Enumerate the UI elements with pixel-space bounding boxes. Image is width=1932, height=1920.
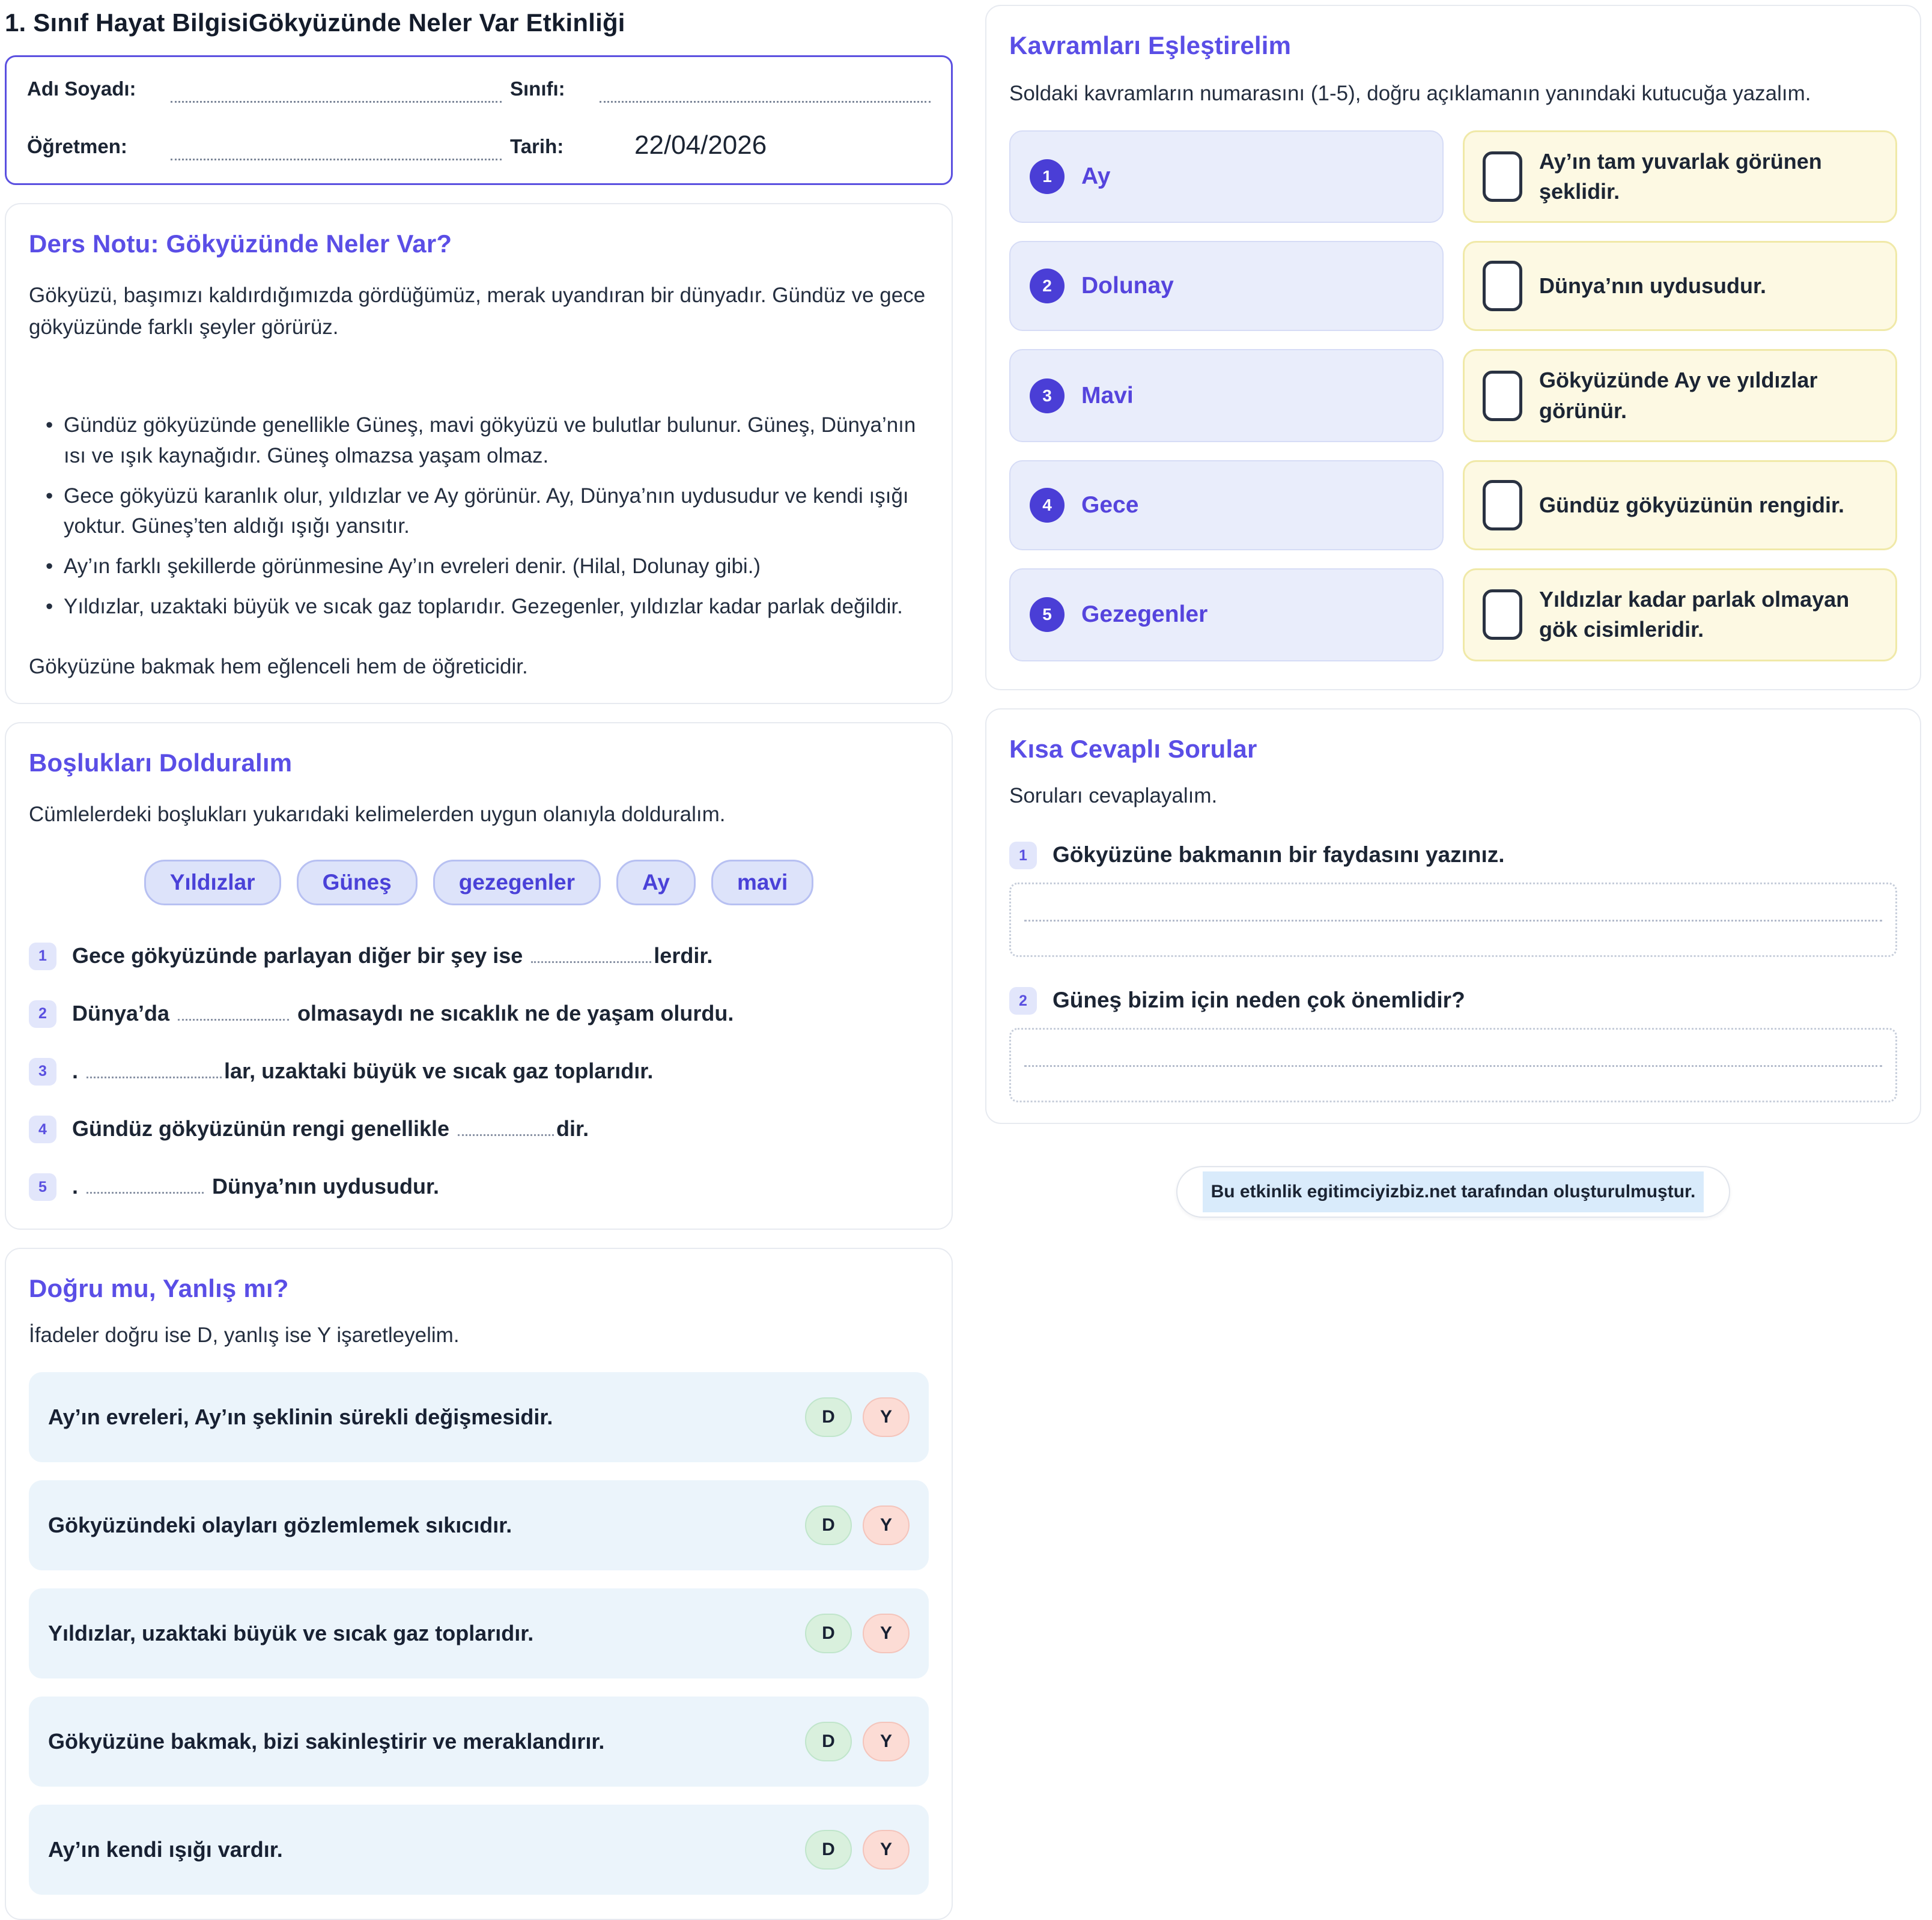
answer-buttons: [805, 1505, 910, 1545]
matching-row: [1009, 349, 1897, 442]
answer-box[interactable]: [1009, 1028, 1897, 1102]
left-column: [5, 5, 953, 1920]
description-text: Gökyüzünde Ay ve yıldızlar görünür.: [1539, 368, 1818, 423]
fill-blank-sentence: [72, 1113, 589, 1144]
sentence-post: Dünya’nın uydusudur.: [206, 1174, 440, 1199]
matching-heading: Kavramları Eşleştirelim: [1009, 31, 1292, 59]
statement-text: Gökyüzündeki olayları gözlemlemek sıkıcıdır.: [48, 1512, 512, 1537]
true-false-row: [29, 1588, 929, 1678]
name-label: Adı Soyadı:: [27, 77, 136, 100]
false-button[interactable]: Y: [863, 1830, 910, 1870]
item-number-badge: 3: [29, 1058, 56, 1086]
item-number-badge: 1: [29, 943, 56, 970]
sentence-pre: .: [72, 1058, 85, 1083]
false-button[interactable]: Y: [863, 1722, 910, 1761]
description-text: Gündüz gökyüzünün rengidir.: [1539, 492, 1844, 517]
class-write-line[interactable]: [600, 78, 931, 103]
sentence-pre: Gündüz gökyüzünün rengi genellikle: [72, 1116, 456, 1141]
term-label: Gezegenler: [1081, 601, 1208, 628]
short-answer-card: [985, 708, 1921, 1124]
question-text: Gökyüzüne bakmanın bir faydasını yazınız.: [1053, 842, 1505, 867]
matching-row: [1009, 130, 1897, 223]
statement-text: Ay’ın kendi ışığı vardır.: [48, 1836, 283, 1862]
fill-blank-sentence: [72, 1171, 439, 1202]
term-box: [1009, 130, 1444, 223]
answer-checkbox[interactable]: [1483, 480, 1522, 530]
question-number-badge: 2: [1009, 987, 1037, 1015]
date-label: Tarih:: [510, 135, 564, 157]
fill-blank-item: [29, 1113, 929, 1144]
teacher-label: Öğretmen:: [27, 135, 127, 157]
answer-buttons: [805, 1722, 910, 1761]
student-info-box: [5, 55, 953, 185]
description-box: [1463, 349, 1897, 442]
description-text: Dünya’nın uydusudur.: [1539, 273, 1767, 299]
fill-blank-item: [29, 1171, 929, 1202]
name-write-line[interactable]: [171, 78, 502, 103]
true-button[interactable]: D: [805, 1614, 852, 1653]
lesson-note-intro: Gökyüzü, başımızı kaldırdığımızda gördüğümüz, merak uyandıran bir dünyadır. Gündüz ve gece gökyüzünde farklı şeyler görürüz.: [29, 284, 926, 339]
answer-checkbox[interactable]: [1483, 151, 1522, 202]
answer-write-line: [1024, 920, 1882, 922]
matching-card: [985, 5, 1921, 690]
info-row-2: [27, 130, 931, 160]
lesson-note-bullet: • Yıldızlar, uzaktaki büyük ve sıcak gaz toplarıdır. Gezegenler, yıldızlar kadar parlak değildir.: [46, 592, 929, 622]
answer-checkbox[interactable]: [1483, 261, 1522, 311]
true-false-row: [29, 1372, 929, 1462]
true-button[interactable]: D: [805, 1830, 852, 1870]
footer-credit: [1176, 1166, 1731, 1218]
answer-write-line: [1024, 1065, 1882, 1067]
term-number: 3: [1030, 378, 1065, 413]
false-button[interactable]: Y: [863, 1505, 910, 1545]
lesson-note-bullet: • Gündüz gökyüzünde genellikle Güneş, mavi gökyüzü ve bulutlar bulunur. Güneş, Dünya’nın ısı ve ışık kaynağıdır. Güneş olmazsa yaşam olmaz.: [46, 410, 929, 472]
statement-text: Yıldızlar, uzaktaki büyük ve sıcak gaz toplarıdır.: [48, 1620, 534, 1645]
true-false-row: [29, 1697, 929, 1787]
statement-text: Gökyüzüne bakmak, bizi sakinleştirir ve meraklandırır.: [48, 1728, 605, 1754]
question-line: [1009, 839, 1897, 870]
blank-line[interactable]: [458, 1117, 554, 1136]
matching-row: [1009, 568, 1897, 661]
true-false-row: [29, 1480, 929, 1570]
answer-checkbox[interactable]: [1483, 589, 1522, 640]
fill-blank-item: [29, 998, 929, 1029]
description-box: [1463, 568, 1897, 661]
sentence-post: lar, uzaktaki büyük ve sıcak gaz toplarıdır.: [224, 1058, 654, 1083]
question-line: [1009, 985, 1897, 1016]
class-label: Sınıfı:: [510, 77, 565, 100]
answer-box[interactable]: [1009, 883, 1897, 957]
blank-line[interactable]: [87, 1059, 222, 1078]
fill-blanks-heading: Boşlukları Dolduralım: [29, 749, 293, 777]
page-title: 1. Sınıf Hayat BilgisiGökyüzünde Neler Var Etkinliği: [5, 8, 625, 37]
description-text: Ay’ın tam yuvarlak görünen şeklidir.: [1539, 148, 1822, 204]
term-box: [1009, 349, 1444, 442]
word-chip: Güneş: [297, 860, 418, 905]
footer: [985, 1166, 1921, 1218]
false-button[interactable]: Y: [863, 1614, 910, 1653]
matching-row: [1009, 241, 1897, 331]
right-column: [985, 5, 1921, 1218]
lesson-note-bullet: • Ay’ın farklı şekillerde görünmesine Ay’ın evreleri denir. (Hilal, Dolunay gibi.): [46, 551, 929, 582]
info-row-1: [27, 77, 931, 103]
answer-buttons: [805, 1614, 910, 1653]
term-box: [1009, 568, 1444, 661]
lesson-note-heading: Ders Notu: Gökyüzünde Neler Var?: [29, 229, 452, 258]
blank-line[interactable]: [531, 944, 651, 963]
term-label: Dolunay: [1081, 273, 1174, 299]
term-number: 2: [1030, 269, 1065, 303]
answer-checkbox[interactable]: [1483, 371, 1522, 421]
term-label: Ay: [1081, 163, 1111, 189]
fill-blank-item: [29, 1056, 929, 1087]
answer-buttons: [805, 1397, 910, 1437]
short-answer-heading: Kısa Cevaplı Sorular: [1009, 734, 1257, 763]
true-button[interactable]: D: [805, 1397, 852, 1437]
sentence-pre: Gece gökyüzünde parlayan diğer bir şey ise: [72, 943, 529, 968]
lesson-note-bullets: [29, 410, 929, 622]
word-chip: mavi: [711, 860, 813, 905]
blank-line[interactable]: [178, 1001, 289, 1021]
lesson-note-card: [5, 203, 953, 704]
term-box: [1009, 241, 1444, 331]
statement-text: Ay’ın evreleri, Ay’ın şeklinin sürekli değişmesidir.: [48, 1404, 553, 1429]
footer-credit-text: Bu etkinlik egitimciyizbiz.net tarafından oluşturulmuştur.: [1203, 1171, 1704, 1212]
item-number-badge: 2: [29, 1000, 56, 1028]
date-value: 22/04/2026: [634, 130, 767, 160]
fill-blanks-card: [5, 722, 953, 1230]
true-false-card: [5, 1248, 953, 1920]
question-text: Güneş bizim için neden çok önemlidir?: [1053, 988, 1465, 1013]
word-chip: Ay: [616, 860, 696, 905]
term-number: 4: [1030, 488, 1065, 523]
word-chip: gezegenler: [433, 860, 601, 905]
true-false-heading: Doğru mu, Yanlış mı?: [29, 1274, 289, 1303]
term-number: 5: [1030, 597, 1065, 632]
short-answer-instruction: Soruları cevaplayalım.: [1009, 783, 1218, 807]
sentence-post: olmasaydı ne sıcaklık ne de yaşam olurdu.: [291, 1000, 734, 1025]
term-label: Mavi: [1081, 382, 1134, 409]
item-number-badge: 4: [29, 1116, 56, 1143]
true-button[interactable]: D: [805, 1505, 852, 1545]
fill-blank-item: [29, 940, 929, 971]
sentence-pre: Dünya’da: [72, 1000, 176, 1025]
question-number-badge: 1: [1009, 842, 1037, 869]
fill-blank-sentence: [72, 998, 734, 1029]
false-button[interactable]: Y: [863, 1397, 910, 1437]
description-box: [1463, 241, 1897, 331]
answer-buttons: [805, 1830, 910, 1870]
lesson-note-outro: Gökyüzüne bakmak hem eğlenceli hem de öğreticidir.: [29, 654, 528, 678]
matching-instruction: Soldaki kavramların numarasını (1-5), doğru açıklamanın yanındaki kutucuğa yazalım.: [1009, 82, 1811, 105]
description-box: [1463, 130, 1897, 223]
lesson-note-bullet: • Gece gökyüzü karanlık olur, yıldızlar ve Ay görünür. Ay, Dünya’nın uydusudur ve kendi ışığı yoktur. Güneş’ten aldığı ışığı yansıtır.: [46, 481, 929, 542]
item-number-badge: 5: [29, 1173, 56, 1201]
matching-row: [1009, 460, 1897, 550]
true-button[interactable]: D: [805, 1722, 852, 1761]
true-false-row: [29, 1805, 929, 1895]
word-chip: Yıldızlar: [144, 860, 281, 905]
term-box: [1009, 460, 1444, 550]
teacher-write-line[interactable]: [171, 136, 502, 160]
term-label: Gece: [1081, 492, 1139, 518]
sentence-post: dir.: [556, 1116, 589, 1141]
fill-blank-sentence: [72, 1056, 653, 1087]
word-bank: [29, 860, 929, 905]
sentence-pre: .: [72, 1174, 85, 1199]
description-text: Yıldızlar kadar parlak olmayan gök cisimleridir.: [1539, 587, 1850, 642]
term-number: 1: [1030, 159, 1065, 194]
description-box: [1463, 460, 1897, 550]
sentence-post: lerdir.: [654, 943, 713, 968]
true-false-instruction: İfadeler doğru ise D, yanlış ise Y işaretleyelim.: [29, 1323, 460, 1347]
fill-blanks-instruction: Cümlelerdeki boşlukları yukarıdaki kelimelerden uygun olanıyla dolduralım.: [29, 803, 726, 826]
fill-blank-sentence: [72, 940, 712, 971]
blank-line[interactable]: [87, 1174, 204, 1194]
